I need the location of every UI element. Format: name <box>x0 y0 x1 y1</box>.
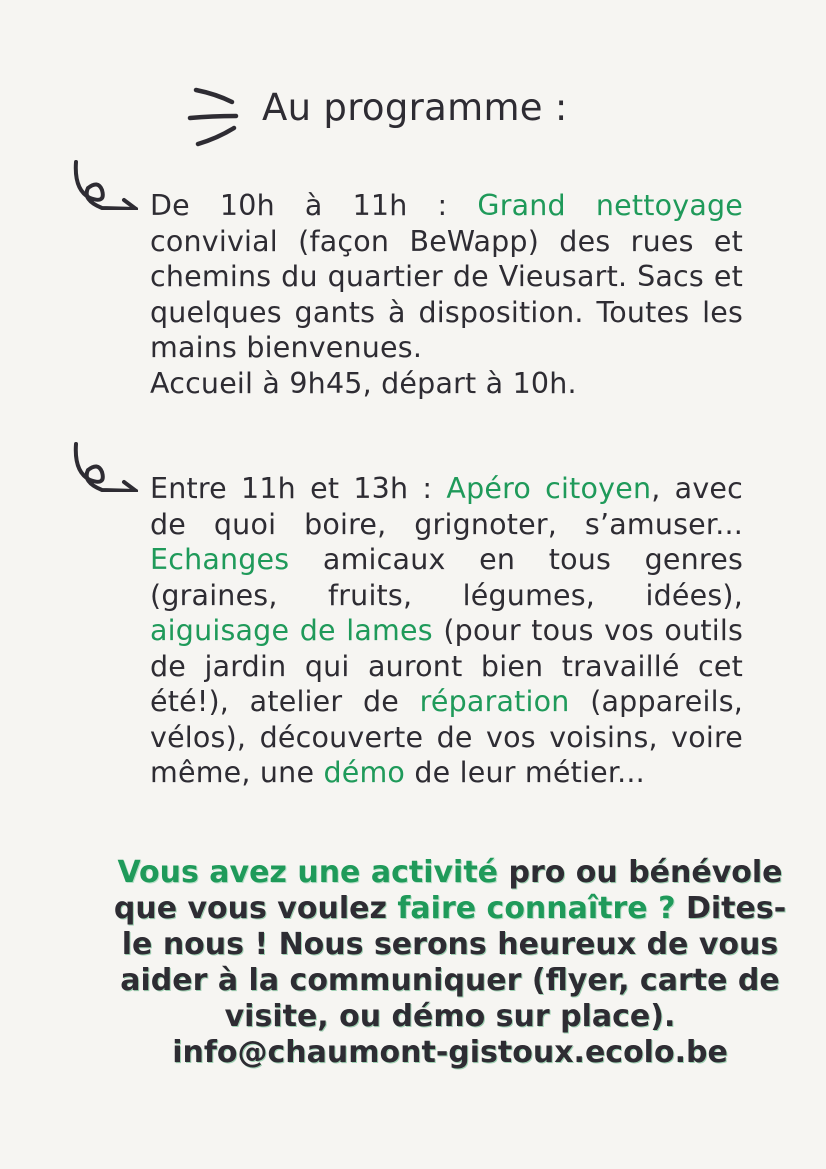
cleanup-time: De 10h à 11h : <box>150 189 478 222</box>
cleanup-text: convivial (façon BeWapp) des rues et chemins du quartier de Vieusart. Sacs et quelques gants à disposition. Toutes les mains bienvenues. <box>150 224 743 364</box>
cta-text-2: Dites-le nous ! Nous serons heureux de vous aider à la communiquer (flyer, carte de visite, ou démo sur place). <box>120 891 787 1034</box>
apero-text-5: de leur métier... <box>405 756 645 789</box>
loop-arrow-icon <box>72 160 142 210</box>
reparation-highlight: réparation <box>419 685 570 718</box>
page-title: Au programme : <box>262 86 568 129</box>
apero-time: Entre 11h et 13h : <box>150 472 447 505</box>
apero-text-1: , avec de quoi boire, grignoter, s’amuser... <box>150 472 743 541</box>
echanges-highlight: Echanges <box>150 543 290 576</box>
program-item-apero <box>150 471 743 791</box>
cta-connaitre-highlight: faire connaître ? <box>397 891 676 926</box>
call-to-action <box>100 855 800 1071</box>
apero-description <box>150 471 743 791</box>
apero-text-4: (appareils, vélos), découverte de vos voisins, voire même, une <box>150 685 743 789</box>
three-lines-arrow-icon <box>186 82 242 148</box>
cleanup-description <box>150 188 743 366</box>
cta-activite-highlight: Vous avez une activité <box>117 855 499 890</box>
aiguisage-highlight: aiguisage de lames <box>150 614 433 647</box>
apero-text-2: amicaux en tous genres (graines, fruits, légumes, idées), <box>150 543 743 612</box>
apero-text-3: (pour tous vos outils de jardin qui auront bien travaillé cet été!), atelier de <box>150 614 743 718</box>
program-item-cleanup <box>150 188 743 401</box>
apero-highlight: Apéro citoyen <box>446 472 652 505</box>
cleanup-accueil: Accueil à 9h45, départ à 10h. <box>150 366 577 400</box>
demo-highlight: démo <box>323 756 406 789</box>
cta-text-1: pro ou bénévole que vous voulez <box>113 855 783 926</box>
loop-arrow-icon <box>72 442 142 492</box>
contact-email[interactable]: info@chaumont-gistoux.ecolo.be <box>172 1035 728 1070</box>
cleanup-highlight: Grand nettoyage <box>477 189 744 222</box>
